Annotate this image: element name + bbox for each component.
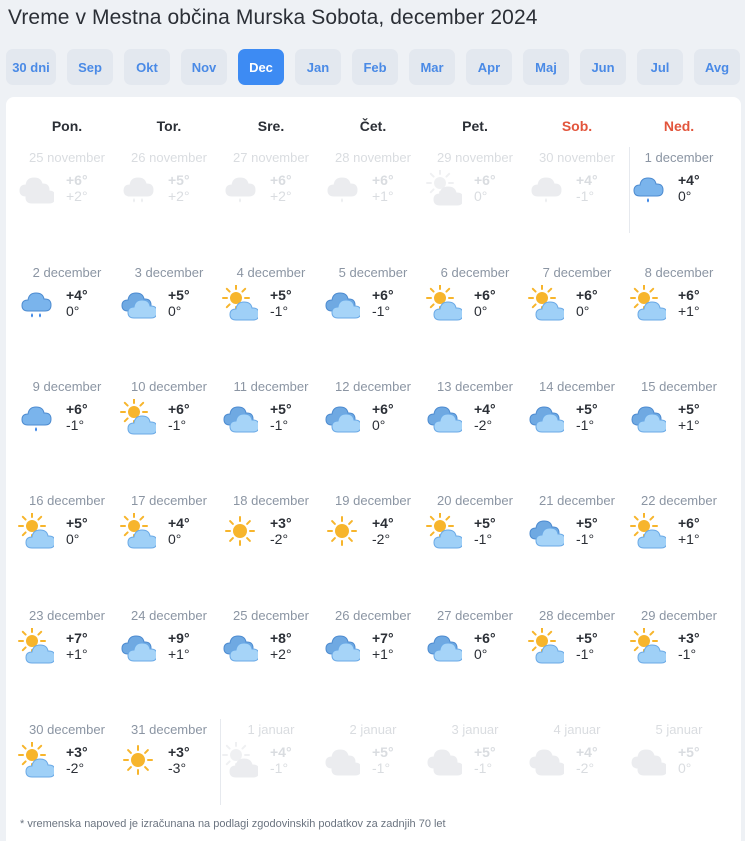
day-date: 23 december [29,608,105,623]
day-cell[interactable] [16,722,118,822]
day-cell[interactable] [628,722,730,822]
temp-max: +4° [66,287,88,303]
day-date: 5 december [338,265,408,280]
temp-max: +6° [474,172,496,188]
day-date: 2 december [32,265,102,280]
temp-min: -1° [576,417,595,433]
month-tab-dec[interactable]: Dec [238,49,284,85]
cloud-icon [426,399,462,435]
temp-max: +5° [168,287,190,303]
day-cell[interactable] [322,150,424,250]
month-tabs [6,49,740,85]
sun-cloud-icon [426,170,462,206]
day-date: 29 december [641,608,717,623]
day-cell[interactable] [118,379,220,479]
month-divider [629,147,630,233]
day-cell[interactable] [16,379,118,479]
day-cell[interactable] [424,722,526,822]
temp-min: +2° [270,646,292,662]
calendar-card [6,97,741,841]
sun-cloud-icon [630,285,666,321]
day-date: 30 november [539,150,615,165]
temp-min: -1° [576,531,595,547]
temp-max: +7° [66,630,88,646]
temp-min: +2° [66,188,88,204]
cloud-icon [324,399,360,435]
temp-min: -1° [576,188,595,204]
temp-max: +6° [474,287,496,303]
day-cell[interactable] [16,265,118,365]
sun-cloud-icon [528,285,564,321]
day-date: 12 december [335,379,411,394]
month-tab-avg[interactable]: Avg [694,49,740,85]
month-divider [220,719,221,805]
cloud-icon [630,399,666,435]
temp-min: 0° [372,417,386,433]
cloud-icon [222,399,258,435]
sun-cloud-icon [18,513,54,549]
temp-min: +1° [168,646,190,662]
sun-icon [120,742,156,778]
temp-min: -2° [372,531,391,547]
day-date: 28 december [539,608,615,623]
temp-min: +1° [372,188,394,204]
temp-min: 0° [678,760,692,776]
temp-max: +5° [372,744,394,760]
day-cell[interactable] [322,722,424,822]
cloud-icon [120,628,156,664]
day-cell[interactable] [526,379,628,479]
cloud-icon [324,628,360,664]
temp-max: +5° [270,401,292,417]
cloud-rain-icon [120,170,156,206]
day-date: 13 december [437,379,513,394]
temp-min: +1° [66,646,88,662]
temp-min: -3° [168,760,187,776]
cloud-drizzle-icon [528,170,564,206]
cloud-rain-icon [18,285,54,321]
cloud-icon [120,285,156,321]
temp-min: -1° [270,303,289,319]
weekday-label: Pon. [51,118,83,134]
day-cell[interactable] [526,265,628,365]
day-cell[interactable] [424,265,526,365]
day-cell[interactable] [526,493,628,593]
day-date: 4 januar [553,722,601,737]
month-tab-jun[interactable]: Jun [580,49,626,85]
day-date: 6 december [440,265,510,280]
temp-min: +1° [372,646,394,662]
day-cell[interactable] [118,150,220,250]
day-cell[interactable] [118,608,220,708]
day-date: 28 november [335,150,411,165]
temp-min: -2° [270,531,289,547]
footnote: * vremenska napoved je izračunana na podlagi zgodovinskih podatkov za zadnjih 70 let [20,818,446,830]
day-date: 25 november [29,150,105,165]
day-date: 21 december [539,493,615,508]
cloud-icon [324,742,360,778]
day-date: 16 december [29,493,105,508]
day-date: 3 januar [451,722,499,737]
sun-cloud-icon [18,628,54,664]
day-cell[interactable] [628,608,730,708]
weekday-label: Čet. [359,118,387,134]
month-tab-30-dni[interactable]: 30 dni [6,49,56,85]
day-date: 18 december [233,493,309,508]
day-cell[interactable] [220,608,322,708]
day-cell[interactable] [628,265,730,365]
day-cell[interactable] [628,493,730,593]
temp-min: -1° [372,303,391,319]
temp-max: +7° [372,630,394,646]
temp-max: +6° [372,287,394,303]
day-date: 11 december [233,379,309,394]
day-cell[interactable] [118,722,220,822]
sun-cloud-icon [120,399,156,435]
cloud-icon [18,170,54,206]
day-cell[interactable] [118,493,220,593]
temp-min: -2° [576,760,595,776]
temp-max: +3° [66,744,88,760]
temp-min: -1° [270,417,289,433]
temp-min: -2° [66,760,85,776]
day-cell[interactable] [220,722,322,822]
cloud-icon [528,513,564,549]
temp-max: +5° [576,630,598,646]
month-tab-nov[interactable]: Nov [181,49,227,85]
day-cell[interactable] [16,493,118,593]
day-date: 8 december [644,265,714,280]
temp-max: +3° [270,515,292,531]
day-date: 4 december [236,265,306,280]
weekday-label: Sob. [561,118,593,134]
day-date: 19 december [335,493,411,508]
temp-min: 0° [576,303,590,319]
temp-max: +4° [372,515,394,531]
day-date: 30 december [29,722,105,737]
temp-max: +5° [678,401,700,417]
temp-max: +5° [270,287,292,303]
temp-min: -1° [474,760,493,776]
sun-cloud-icon [120,513,156,549]
cloud-icon [528,399,564,435]
day-cell[interactable] [118,265,220,365]
day-cell[interactable] [322,265,424,365]
temp-min: -1° [66,417,85,433]
sun-cloud-icon [630,628,666,664]
weekday-label: Ned. [663,118,695,134]
month-tab-maj[interactable]: Maj [523,49,569,85]
month-tab-jan[interactable]: Jan [295,49,341,85]
day-date: 15 december [641,379,717,394]
temp-max: +4° [270,744,292,760]
weekday-label: Sre. [257,118,285,134]
day-date: 17 december [131,493,207,508]
temp-min: 0° [168,303,182,319]
day-date: 26 december [335,608,411,623]
temp-min: 0° [474,188,488,204]
day-cell[interactable] [424,150,526,250]
temp-min: +1° [678,531,700,547]
day-date: 2 januar [349,722,397,737]
temp-max: +9° [168,630,190,646]
cloud-drizzle-icon [630,170,666,206]
day-cell[interactable] [526,608,628,708]
sun-icon [324,513,360,549]
temp-max: +5° [576,515,598,531]
day-date: 24 december [131,608,207,623]
day-date: 7 december [542,265,612,280]
temp-min: +1° [678,417,700,433]
day-date: 22 december [641,493,717,508]
day-cell[interactable] [220,150,322,250]
temp-max: +6° [270,172,292,188]
month-tab-feb[interactable]: Feb [352,49,398,85]
day-cell[interactable] [322,608,424,708]
day-cell[interactable] [628,150,730,250]
temp-min: 0° [474,646,488,662]
day-cell[interactable] [526,150,628,250]
day-date: 25 december [233,608,309,623]
temp-max: +5° [66,515,88,531]
day-cell[interactable] [220,379,322,479]
temp-max: +8° [270,630,292,646]
day-date: 5 januar [655,722,703,737]
temp-max: +4° [474,401,496,417]
day-date: 20 december [437,493,513,508]
month-tab-okt[interactable]: Okt [124,49,170,85]
temp-max: +6° [66,401,88,417]
temp-min: +2° [270,188,292,204]
month-tab-mar[interactable]: Mar [409,49,455,85]
temp-max: +6° [474,630,496,646]
temp-min: 0° [474,303,488,319]
month-tab-jul[interactable]: Jul [637,49,683,85]
temp-min: -1° [168,417,187,433]
cloud-icon [222,628,258,664]
temp-min: 0° [678,188,692,204]
temp-max: +3° [678,630,700,646]
temp-max: +5° [576,401,598,417]
temp-max: +5° [168,172,190,188]
day-date: 1 december [644,150,714,165]
temp-max: +6° [372,401,394,417]
day-date: 9 december [32,379,102,394]
temp-min: -1° [576,646,595,662]
day-cell[interactable] [16,608,118,708]
temp-max: +6° [678,287,700,303]
day-date: 3 december [134,265,204,280]
day-date: 26 november [131,150,207,165]
temp-min: -1° [678,646,697,662]
temp-min: -1° [474,531,493,547]
day-date: 29 november [437,150,513,165]
temp-min: 0° [168,531,182,547]
temp-min: 0° [66,531,80,547]
temp-max: +3° [168,744,190,760]
cloud-icon [426,628,462,664]
page-title: Vreme v Mestna občina Murska Sobota, december 2024 [8,6,538,29]
cloud-drizzle-icon [222,170,258,206]
temp-min: 0° [66,303,80,319]
day-cell[interactable] [16,150,118,250]
temp-min: +2° [168,188,190,204]
day-date: 1 januar [247,722,295,737]
sun-cloud-icon [18,742,54,778]
day-cell[interactable] [220,265,322,365]
day-cell[interactable] [220,493,322,593]
cloud-icon [630,742,666,778]
day-cell[interactable] [424,493,526,593]
temp-max: +4° [576,744,598,760]
day-date: 27 november [233,150,309,165]
sun-cloud-icon [426,285,462,321]
month-tab-apr[interactable]: Apr [466,49,512,85]
temp-min: -2° [474,417,493,433]
temp-max: +5° [474,744,496,760]
weekday-header [6,118,741,138]
day-date: 10 december [131,379,207,394]
sun-cloud-icon [222,285,258,321]
temp-max: +5° [474,515,496,531]
temp-max: +6° [678,515,700,531]
sun-cloud-icon [630,513,666,549]
day-cell[interactable] [322,379,424,479]
temp-min: +1° [678,303,700,319]
day-date: 14 december [539,379,615,394]
day-cell[interactable] [628,379,730,479]
temp-max: +5° [678,744,700,760]
temp-max: +6° [66,172,88,188]
day-date: 27 december [437,608,513,623]
temp-max: +6° [168,401,190,417]
weekday-label: Tor. [156,118,182,134]
cloud-icon [426,742,462,778]
sun-icon [222,513,258,549]
temp-min: -1° [270,760,289,776]
temp-max: +4° [576,172,598,188]
day-date: 31 december [131,722,207,737]
day-cell[interactable] [322,493,424,593]
temp-max: +6° [576,287,598,303]
sun-cloud-icon [222,742,258,778]
month-tab-sep[interactable]: Sep [67,49,113,85]
cloud-drizzle-icon [18,399,54,435]
day-cell[interactable] [424,379,526,479]
weekday-label: Pet. [462,118,488,134]
cloud-icon [324,285,360,321]
temp-max: +6° [372,172,394,188]
day-cell[interactable] [526,722,628,822]
temp-max: +4° [168,515,190,531]
cloud-drizzle-icon [324,170,360,206]
cloud-icon [528,742,564,778]
temp-max: +4° [678,172,700,188]
day-cell[interactable] [424,608,526,708]
sun-cloud-icon [528,628,564,664]
temp-min: -1° [372,760,391,776]
sun-cloud-icon [426,513,462,549]
